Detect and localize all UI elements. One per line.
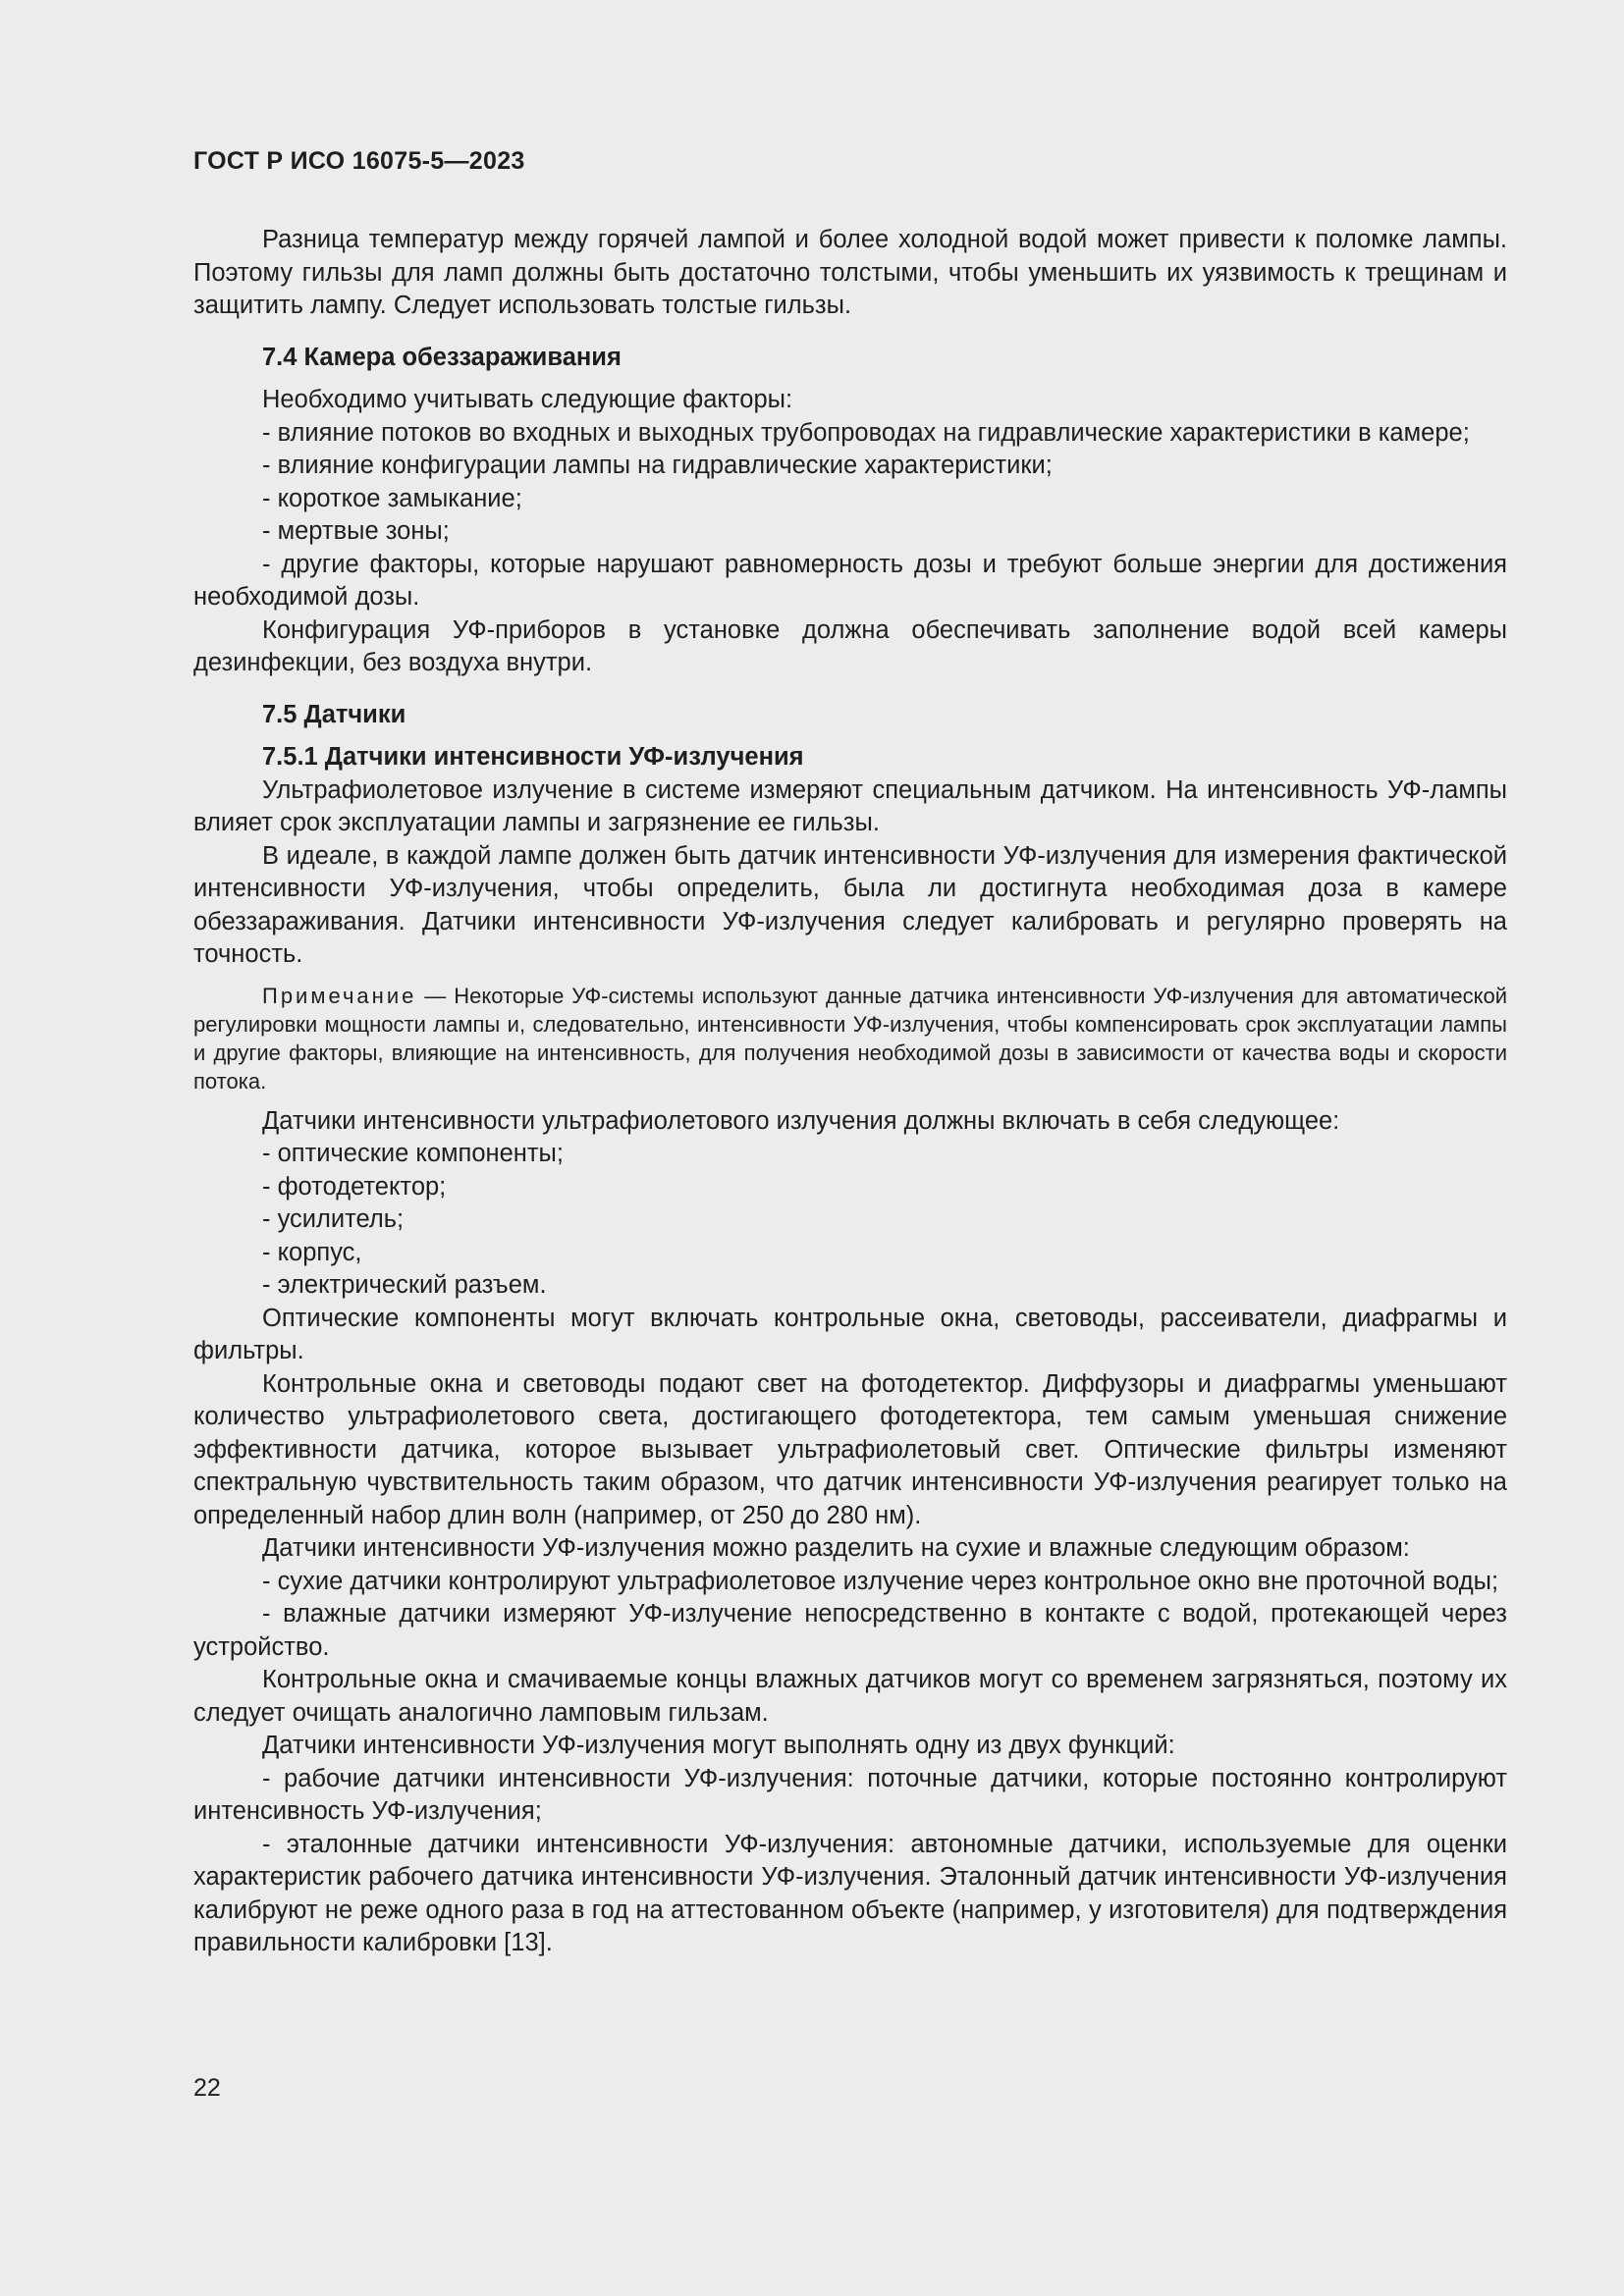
list-item: - влияние потоков во входных и выходных трубопроводах на гидравлические характеристики в камере; bbox=[262, 418, 1470, 447]
list-item: - оптические компоненты; bbox=[262, 1140, 564, 1167]
section-heading-7-5: 7.5 Датчики bbox=[262, 700, 406, 728]
paragraph: Датчики интенсивности ультрафиолетового излучения должны включать в себя следующее: bbox=[262, 1106, 1340, 1135]
list-item: - влияние конфигурации лампы на гидравлические характеристики; bbox=[262, 452, 1053, 479]
list-item: - короткое замыкание; bbox=[262, 484, 522, 512]
paragraph: Конфигурация УФ-приборов в установке должна обеспечивать заполнение водой всей камеры дезинфекции, без воздуха внутри. bbox=[193, 615, 1507, 676]
paragraph: Датчики интенсивности УФ-излучения могут выполнять одну из двух функций: bbox=[262, 1732, 1175, 1759]
paragraph: Контрольные окна и световоды подают свет на фотодетектор. Диффузоры и диафрагмы уменьшают количество ультрафиолетового света, достигающего фотодетектора, тем самым уменьшая снижение эффективности датчика, которое вызывает ультрафиолетовый свет. Оптические фильтры изменяют спектральную чувствительность таким образом, что датчик интенсивности УФ-излучения реагирует только на определенный набор длин волн (например, от 250 до 280 нм). bbox=[193, 1369, 1507, 1529]
note-label: Примечание bbox=[262, 983, 417, 1008]
paragraph: В идеале, в каждой лампе должен быть датчик интенсивности УФ-излучения для измерения фактической интенсивности УФ-излучения, чтобы определить, была ли достигнута необходимая доза в камере обеззараживания. Датчики интенсивности УФ-излучения следует калибровать и регулярно проверять на точность. bbox=[193, 841, 1507, 968]
list-item: - мертвые зоны; bbox=[262, 517, 450, 545]
paragraph: Контрольные окна и смачиваемые концы влажных датчиков могут со временем загрязняться, поэтому их следует очищать аналогично ламповым гильзам. bbox=[193, 1666, 1507, 1727]
paragraph: Необходимо учитывать следующие факторы: bbox=[262, 386, 793, 413]
document-header: ГОСТ Р ИСО 16075-5—2023 bbox=[193, 147, 525, 175]
list-item: - другие факторы, которые нарушают равномерность дозы и требуют больше энергии для достижения необходимой дозы. bbox=[193, 550, 1507, 611]
note bbox=[193, 982, 1507, 1095]
paragraph: Датчики интенсивности УФ-излучения можно разделить на сухие и влажные следующим образом: bbox=[262, 1534, 1410, 1562]
list-item: - усилитель; bbox=[262, 1205, 405, 1233]
section-heading-7-5-1: 7.5.1 Датчики интенсивности УФ-излучения bbox=[262, 743, 804, 771]
list-item: - фотодетектор; bbox=[262, 1172, 447, 1201]
page-number: 22 bbox=[193, 2074, 221, 2102]
note-text: — Некоторые УФ-системы используют данные датчика интенсивности УФ-излучения для автоматической регулировки мощности лампы и, следовательно, интенсивности УФ-излучения, чтобы компенсировать срок эксплуатации лампы и другие факторы, влияющие на интенсивность, для получения необходимой дозы в зависимости от качества воды и скорости потока. bbox=[193, 983, 1507, 1094]
list-item: - сухие датчики контролируют ультрафиолетовое излучение через контрольное окно вне проточной воды; bbox=[262, 1567, 1499, 1595]
paragraph: Разница температур между горячей лампой и более холодной водой может привести к поломке лампы. Поэтому гильзы для ламп должны быть достаточно толстыми, чтобы уменьшить их уязвимость к трещинам и защитить лампу. Следует использовать толстые гильзы. bbox=[193, 226, 1507, 319]
list-item: - рабочие датчики интенсивности УФ-излучения: поточные датчики, которые постоянно контролируют интенсивность УФ-излучения; bbox=[193, 1764, 1507, 1825]
paragraph: Оптические компоненты могут включать контрольные окна, световоды, рассеиватели, диафрагмы и фильтры. bbox=[193, 1304, 1507, 1364]
list-item: - корпус, bbox=[262, 1238, 362, 1266]
list-item: - электрический разъем. bbox=[262, 1271, 547, 1299]
section-heading-7-4: 7.4 Камера обеззараживания bbox=[262, 343, 622, 371]
list-item: - эталонные датчики интенсивности УФ-излучения: автономные датчики, используемые для оценки характеристик рабочего датчика интенсивности УФ-излучения. Эталонный датчик интенсивности УФ-излучения калибруют не реже одного раза в год на аттестованном объекте (например, у изготовителя) для подтверждения правильности калибровки [13]. bbox=[193, 1830, 1507, 1956]
paragraph: Ультрафиолетовое излучение в системе измеряют специальным датчиком. На интенсивность УФ-лампы влияет срок эксплуатации лампы и загрязнение ее гильзы. bbox=[193, 775, 1507, 836]
document-body bbox=[193, 224, 1507, 1960]
list-item: - влажные датчики измеряют УФ-излучение непосредственно в контакте с водой, протекающей через устройство. bbox=[193, 1600, 1507, 1661]
